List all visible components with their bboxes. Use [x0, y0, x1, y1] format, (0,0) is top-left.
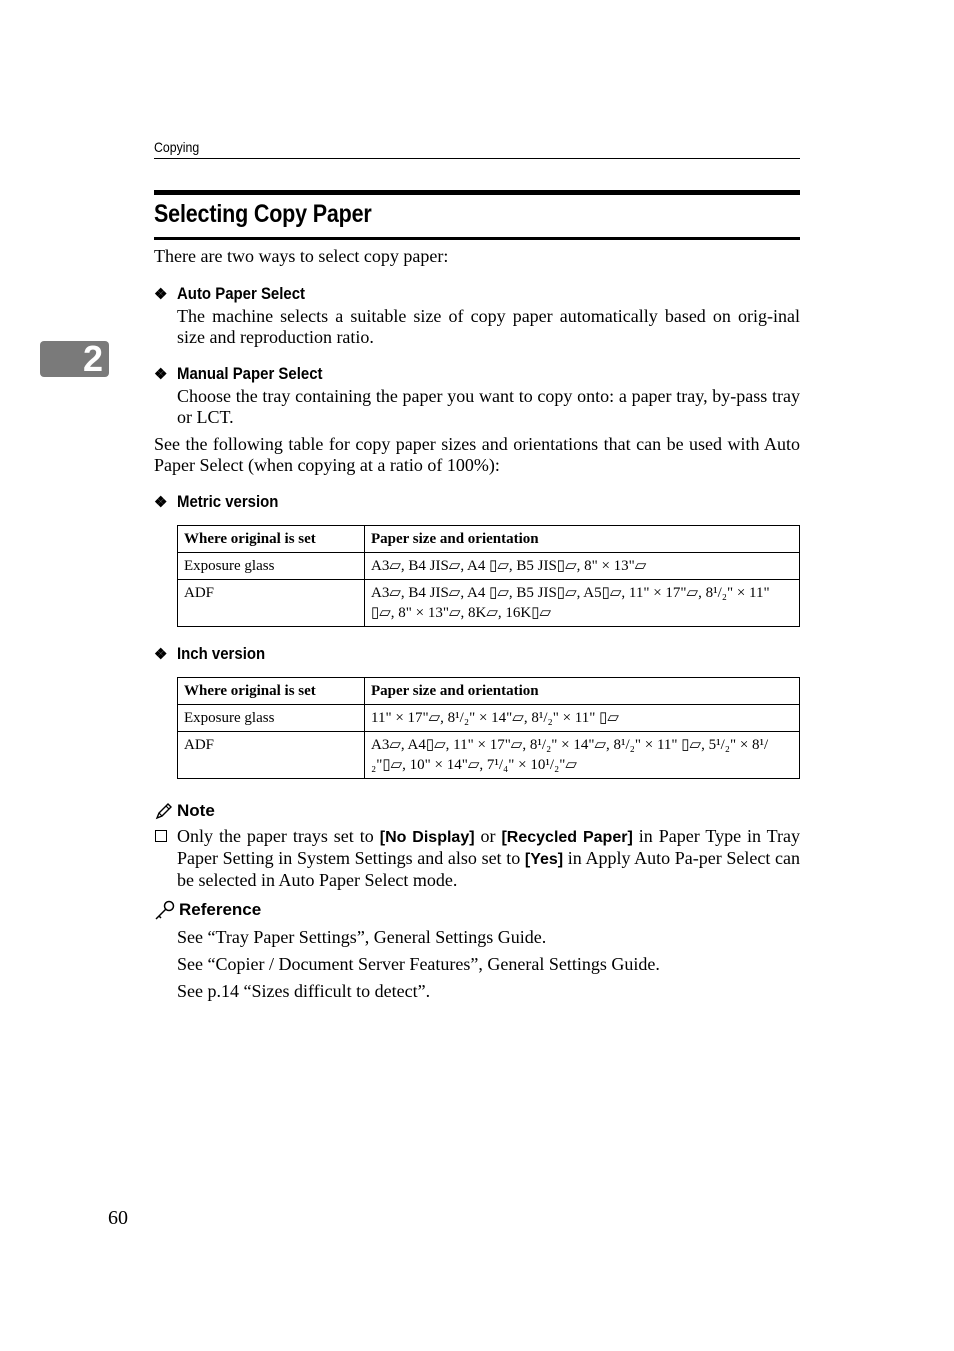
diamond-bullet-icon: ❖: [154, 494, 168, 511]
header-rule: [154, 158, 800, 159]
manual-paper-select-text: Choose the tray containing the paper you want to copy onto: a paper tray, by-pass tray or LCT.: [177, 386, 800, 427]
table-cell-sizes: 11" × 17"▱, 8¹/₂" × 14"▱, 8¹/₂" × 11" ▯▱: [365, 705, 800, 732]
page-number: 60: [108, 1207, 128, 1229]
note-text-part: Only the paper trays set to: [177, 826, 380, 846]
note-text-part: in Paper Type in Tray Paper Setting in System Settings and also set to: [177, 826, 801, 868]
note-heading: [154, 801, 215, 821]
table-cell-place: Exposure glass: [178, 553, 365, 580]
auto-paper-select-text: The machine selects a suitable size of copy paper automatically based on orig-inal size and reproduction ratio.: [177, 306, 800, 347]
title-rule-bottom: [154, 237, 800, 240]
table-cell-place: Exposure glass: [178, 705, 365, 732]
subhead-label: Auto Paper Select: [177, 284, 306, 303]
keyword-no-display: [No Display]: [379, 829, 475, 846]
note-label: Note: [177, 801, 215, 820]
table-cell-place: ADF: [178, 580, 365, 627]
table-intro-text: See the following table for copy paper sizes and orientations that can be used with Auto Paper Select (when copying at a ratio of 100%):: [154, 434, 800, 475]
auto-paper-select-heading: [154, 284, 323, 304]
reference-line: See p.14 “Sizes difficult to detect”.: [177, 981, 431, 1001]
table-cell-sizes: A3▱, B4 JIS▱, A4 ▯▱, B5 JIS▯▱, 8" × 13"▱: [365, 553, 800, 580]
table-header-row: [178, 678, 800, 705]
diamond-bullet-icon: ❖: [154, 286, 168, 303]
key-icon: [154, 900, 176, 920]
chapter-tab: [40, 338, 109, 379]
table-cell-sizes: A3▱, B4 JIS▱, A4 ▯▱, B5 JIS▯▱, A5▯▱, 11" × 17"▱, 8¹/₂" × 11" ▯▱, 8" × 13"▱, 8K▱, 16K▯▱: [365, 580, 800, 627]
checkbox-icon: [155, 830, 167, 842]
inch-version-heading: [154, 644, 277, 664]
table-header-row: [178, 526, 800, 553]
table-row: [178, 732, 800, 779]
subhead-label: Manual Paper Select: [177, 364, 323, 383]
table-row: [178, 580, 800, 627]
running-header: Copying: [154, 139, 200, 155]
note-text-part: or: [474, 826, 502, 846]
note-text-part: in Apply Auto Pa-per Select can be selected in Auto Paper Select mode.: [177, 848, 801, 890]
reference-heading: [154, 900, 261, 920]
metric-version-heading: [154, 492, 292, 512]
column-header: Where original is set: [178, 678, 365, 705]
manual-paper-select-heading: [154, 364, 342, 384]
intro-text: There are two ways to select copy paper:: [154, 246, 449, 266]
table-cell-sizes: A3▱, A4▯▱, 11" × 17"▱, 8¹/₂" × 14"▱, 8¹/₂" × 11" ▯▱, 5¹/₂" × 8¹/₂"▯▱, 10" × 14"▱, 7¹/₄" × 10¹/₂"▱: [365, 732, 800, 779]
diamond-bullet-icon: ❖: [154, 646, 168, 663]
keyword-recycled-paper: [Recycled Paper]: [501, 829, 633, 846]
keyword-yes: [Yes]: [524, 851, 564, 868]
metric-table: [177, 525, 800, 627]
column-header: Paper size and orientation: [365, 526, 800, 553]
page-title: Selecting Copy Paper: [154, 200, 372, 228]
title-rule-top: [154, 190, 800, 195]
table-cell-place: ADF: [178, 732, 365, 779]
table-row: [178, 553, 800, 580]
note-text: [177, 826, 800, 891]
inch-table: [177, 677, 800, 779]
table-row: [178, 705, 800, 732]
subhead-label: Inch version: [177, 644, 266, 663]
diamond-bullet-icon: ❖: [154, 366, 168, 383]
chapter-number: 2: [82, 338, 103, 379]
reference-line: See “Copier / Document Server Features”, General Settings Guide.: [177, 954, 660, 974]
reference-line: See “Tray Paper Settings”, General Settings Guide.: [177, 927, 547, 947]
subhead-label: Metric version: [177, 492, 279, 511]
column-header: Where original is set: [178, 526, 365, 553]
pencil-icon: [154, 802, 174, 820]
reference-label: Reference: [179, 900, 262, 919]
column-header: Paper size and orientation: [365, 678, 800, 705]
